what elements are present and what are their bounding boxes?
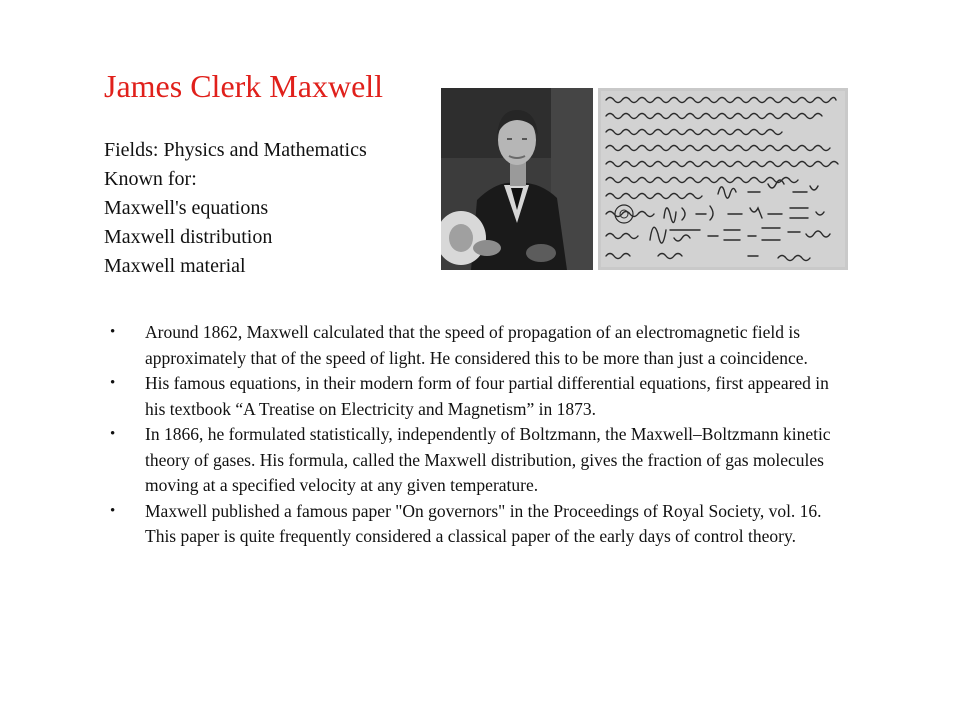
slide-title: James Clerk Maxwell: [104, 68, 384, 104]
manuscript-image: [598, 88, 848, 270]
bullet-item: [110, 371, 845, 422]
bullet-text: Around 1862, Maxwell calculated that the speed of propagation of an electromagnetic field is approximately that of the speed of light. He considered this to be more than just a coincidence.: [145, 322, 808, 368]
bullet-text: His famous equations, in their modern form of four partial differential equations, first appeared in his textbook “A Treatise on Electricity and Magnetism” in 1873.: [145, 373, 829, 419]
bullet-dot: •: [110, 502, 116, 519]
portrait-photo: [441, 88, 593, 270]
bullet-text: In 1866, he formulated statistically, independently of Boltzmann, the Maxwell–Boltzmann kinetic theory of gases. His formula, called the Maxwell distribution, gives the fraction of gas molecules moving at a specified velocity at any given temperature.: [145, 424, 831, 495]
bullet-item: [110, 422, 845, 499]
info-line-equations: Maxwell's equations: [104, 197, 269, 219]
bullet-dot: •: [110, 375, 116, 391]
bullet-dot: •: [110, 324, 116, 340]
bullet-item: [110, 499, 845, 550]
info-line-distribution: Maxwell distribution: [104, 226, 273, 248]
bullet-text: Maxwell published a famous paper "On governors" in the Proceedings of Royal Society, vol. 16. This paper is quite frequently considered a classical paper of the early days of control theory.: [145, 500, 822, 546]
bullet-list: [110, 320, 845, 550]
info-line-known-for: Known for:: [104, 168, 197, 190]
bullet-item: [110, 320, 845, 371]
info-line-fields: Fields: Physics and Mathematics: [104, 139, 367, 161]
bullet-dot: •: [110, 426, 116, 442]
info-block: [104, 136, 367, 281]
info-line-material: Maxwell material: [104, 255, 246, 277]
